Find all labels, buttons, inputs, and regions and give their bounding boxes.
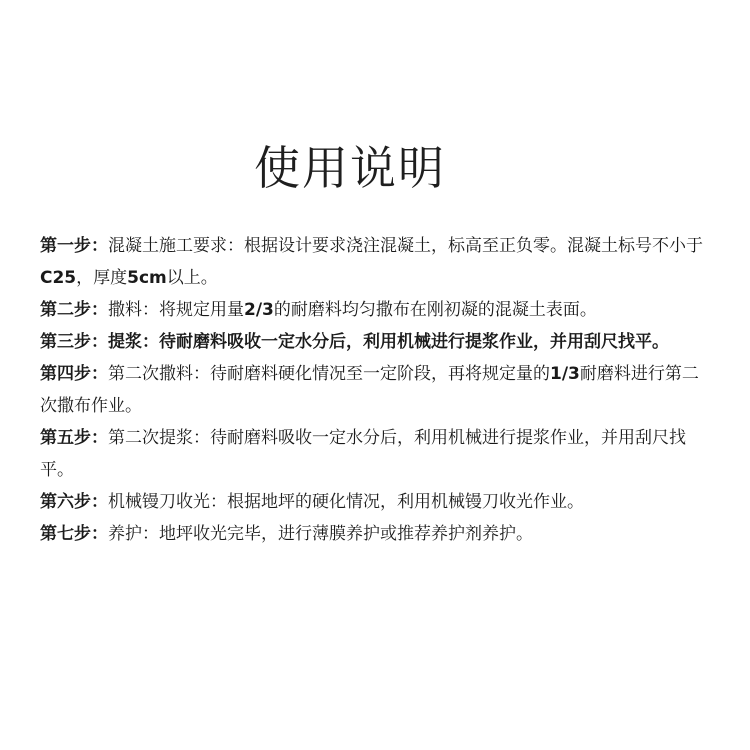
step-2 (40, 294, 712, 326)
step-label: 第四步： (40, 364, 108, 384)
step-text: 养护：地坪收光完毕，进行薄膜养护或推荐养护剂养护。 (108, 524, 533, 544)
step-4 (40, 358, 712, 422)
step-6 (40, 486, 712, 518)
step-text: 的耐磨料均匀撒布在刚初凝的混凝土表面。 (273, 300, 597, 320)
step-3 (40, 326, 712, 358)
step-text: 混凝土施工要求：根据设计要求浇注混凝土，标高至正负零。混凝土标号不小于 (108, 236, 703, 256)
steps-list (40, 230, 712, 550)
page-title: 使用说明 (254, 141, 446, 195)
step-value: C25 (40, 268, 77, 288)
step-5 (40, 422, 712, 486)
step-label: 第五步： (40, 428, 108, 448)
step-label: 第一步： (40, 236, 108, 256)
step-label: 第七步： (40, 524, 108, 544)
step-text: 提浆：待耐磨料吸收一定水分后，利用机械进行提浆作业，并用刮尺找平。 (108, 332, 669, 352)
step-text: 第二次提浆：待耐磨料吸收一定水分后，利用机械进行提浆作业，并用刮尺找平。 (40, 428, 686, 480)
step-label: 第三步： (40, 332, 108, 352)
step-text: 机械镘刀收光：根据地坪的硬化情况，利用机械镘刀收光作业。 (108, 492, 584, 512)
step-text: 以上。 (166, 268, 218, 288)
step-text: 第二次撒料：待耐磨料硬化情况至一定阶段，再将规定量的 (108, 364, 550, 384)
step-label: 第二步： (40, 300, 108, 320)
step-1 (40, 230, 712, 294)
step-text: 耐磨料进行第二次撒布作业。 (40, 364, 699, 416)
step-value: 5cm (127, 268, 167, 288)
step-text: ，厚度 (76, 268, 128, 288)
step-label: 第六步： (40, 492, 108, 512)
step-value: 2/3 (244, 300, 274, 320)
step-value: 1/3 (550, 364, 580, 384)
step-text: 撒料：将规定用量 (108, 300, 244, 320)
step-7 (40, 518, 712, 550)
